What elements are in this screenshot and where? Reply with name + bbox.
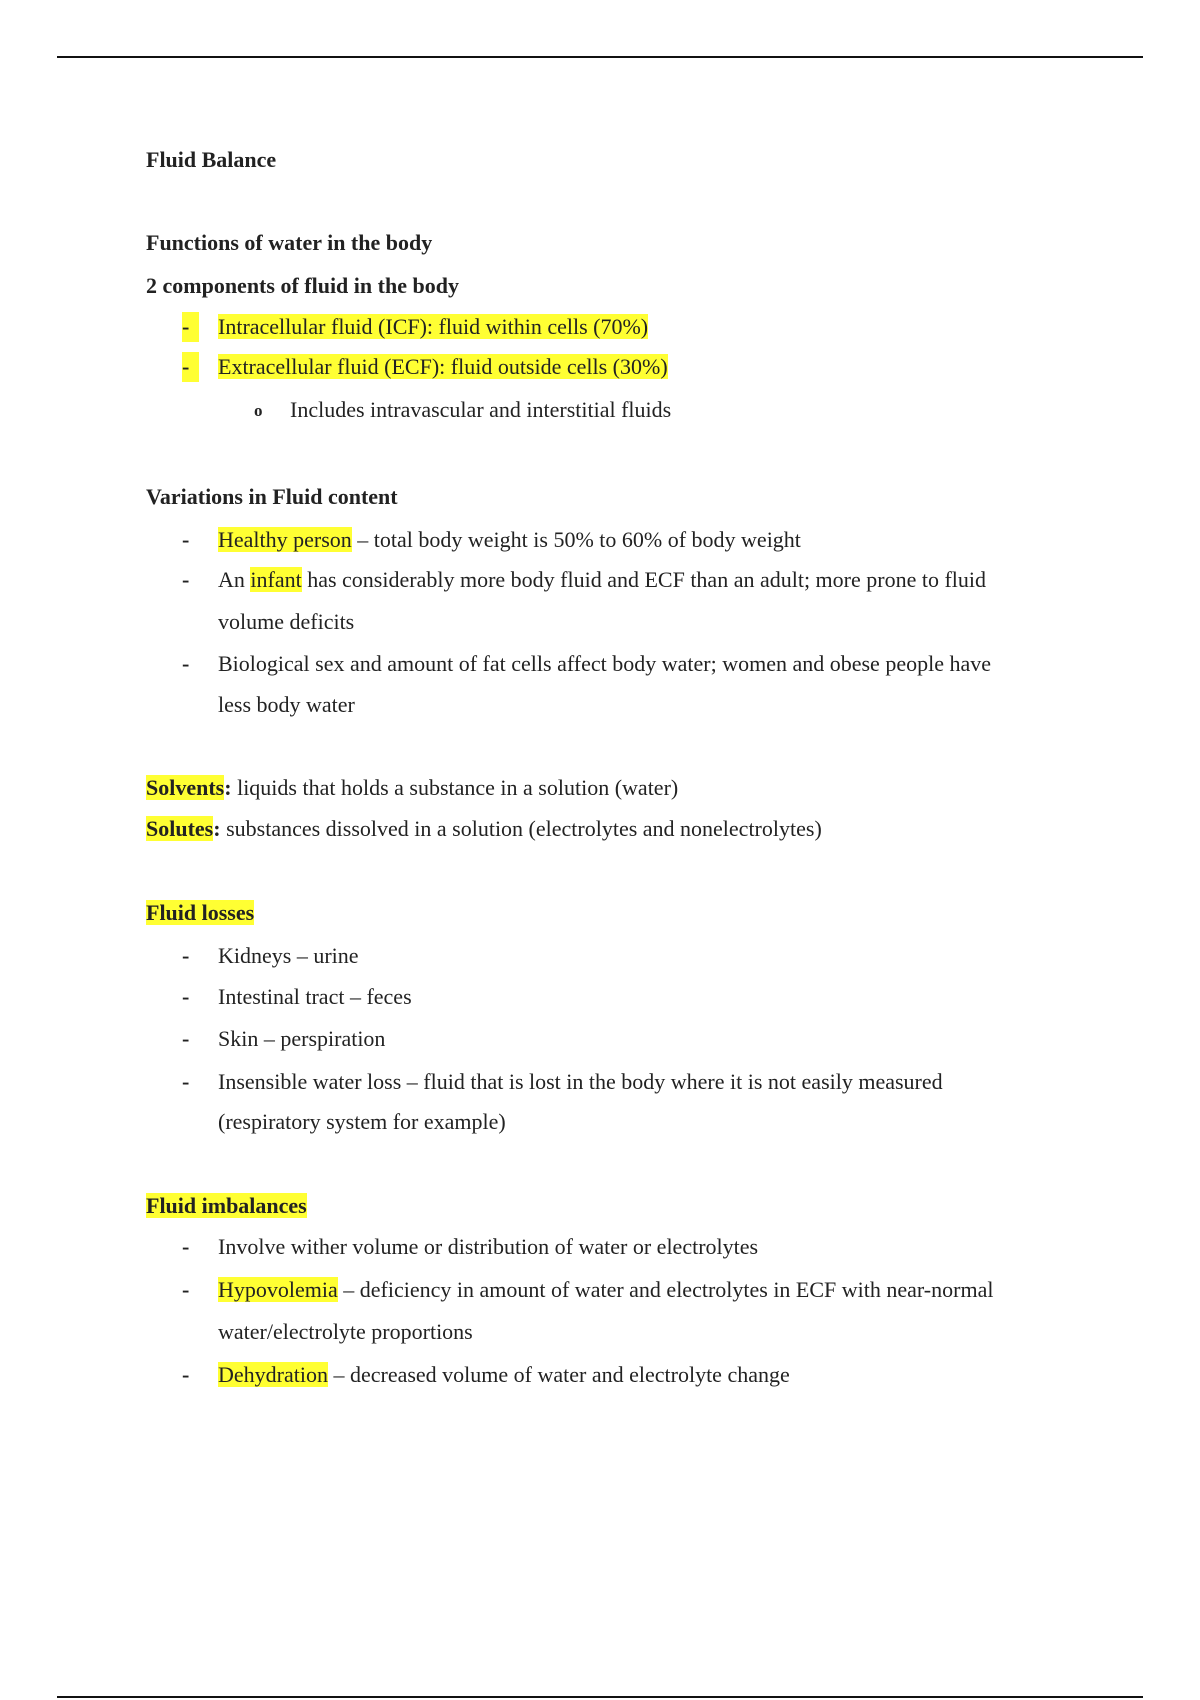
list-item-continuation: less body water [218,692,355,717]
bullet-marker: - [182,1277,190,1302]
bullet-marker: - [182,567,190,592]
highlighted-heading: Fluid losses [146,900,255,925]
bullet-marker: - [182,352,199,382]
losses-heading [146,898,254,928]
icf-item: Intracellular fluid (ICF): fluid within cells (70%) [218,314,649,339]
variations-heading: Variations in Fluid content [146,484,398,509]
item-text: has considerably more body fluid and ECF than an adult; more prone to fluid [301,567,987,592]
bottom-rule [57,1696,1143,1698]
bullet-marker: - [182,1069,190,1094]
solutes-definition [146,814,822,844]
bullet-marker: - [182,651,190,676]
list-item: Kidneys – urine [218,943,359,968]
list-item: Insensible water loss – fluid that is lost in the body where it is not easily measured [218,1069,943,1094]
bullet-marker: - [182,1026,190,1051]
list-item [218,352,668,382]
list-item-continuation: (respiratory system for example) [218,1109,506,1134]
bullet-marker: - [182,527,190,552]
item-text: An [218,567,251,592]
item-text: – decreased volume of water and electrolyte change [327,1362,790,1387]
highlighted-term: Dehydration [218,1362,328,1387]
list-item [218,312,648,342]
list-item [218,1360,790,1390]
bullet-marker: - [182,1234,190,1259]
imbalances-heading [146,1191,307,1221]
bullet-marker: - [182,1362,190,1387]
highlighted-term: Solvents [146,775,225,800]
bullet-marker: - [182,984,190,1009]
list-item [218,1275,993,1305]
list-item-continuation: water/electrolyte proportions [218,1319,473,1344]
list-item: Biological sex and amount of fat cells affect body water; women and obese people have [218,651,991,676]
highlighted-term: Healthy person [218,527,352,552]
highlighted-term: infant [250,567,302,592]
item-text: – deficiency in amount of water and electrolytes in ECF with near-normal [337,1277,994,1302]
ecf-item: Extracellular fluid (ECF): fluid outside cells (30%) [218,354,668,379]
bullet-marker: - [182,312,199,342]
list-item [218,565,986,595]
list-item: Intestinal tract – feces [218,984,412,1009]
ecf-sub-item: Includes intravascular and interstitial fluids [290,397,672,422]
functions-heading: Functions of water in the body [146,230,433,255]
list-item [218,525,801,555]
definition-text: substances dissolved in a solution (electrolytes and nonelectrolytes) [220,816,822,841]
list-item: Skin – perspiration [218,1026,386,1051]
highlighted-term: Solutes [146,816,214,841]
definition-text: liquids that holds a substance in a solution (water) [231,775,679,800]
highlighted-term: Hypovolemia [218,1277,338,1302]
list-item: Involve wither volume or distribution of water or electrolytes [218,1234,759,1259]
bullet-marker: - [182,943,190,968]
colon: : [213,816,221,841]
item-text: – total body weight is 50% to 60% of body weight [351,527,801,552]
highlighted-heading: Fluid imbalances [146,1193,307,1218]
components-heading: 2 components of fluid in the body [146,273,459,298]
sub-bullet-marker: o [254,401,263,420]
colon: : [224,775,232,800]
page-title: Fluid Balance [146,147,277,172]
list-item-continuation: volume deficits [218,609,355,634]
solvents-definition [146,773,678,803]
